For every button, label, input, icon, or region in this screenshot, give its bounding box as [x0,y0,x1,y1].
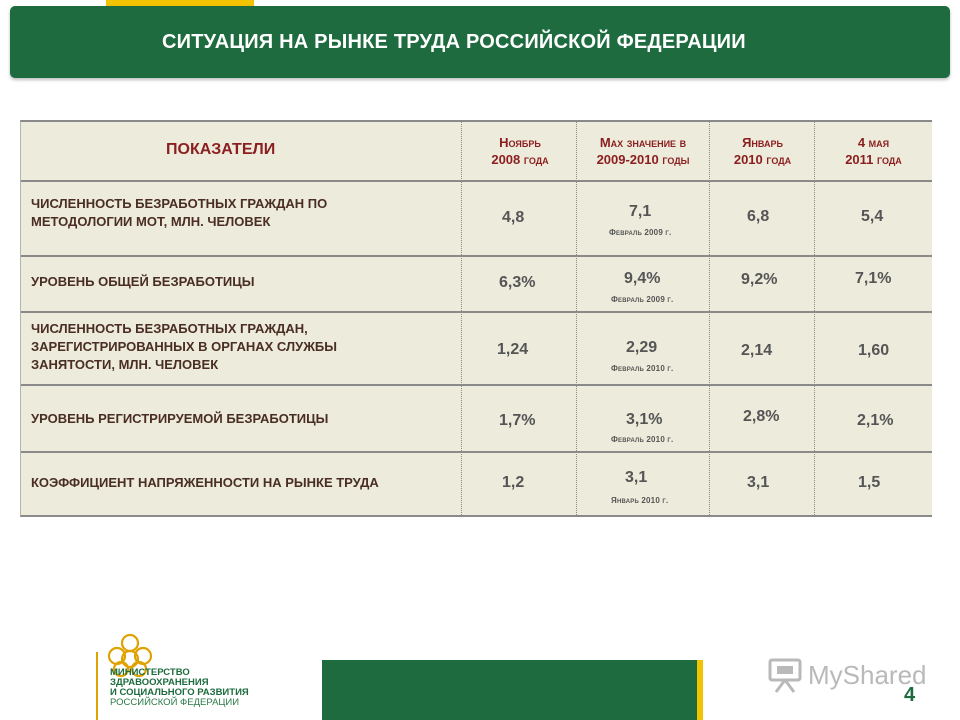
row-label-general-unemployment [31,273,254,291]
cell-max-note: Февраль 2009 г. [611,295,674,304]
column-header-may2011 [816,134,931,168]
cell-max: 2,29 [626,339,658,356]
column-header-line: Ноябрь [499,135,541,150]
row-label-line: МЕТОДОЛОГИИ МОТ, МЛН. ЧЕЛОВЕК [31,214,271,229]
cell-jan2010: 6,8 [747,208,770,225]
header-bar [10,6,950,78]
row-label-line: КОЭФФИЦИЕНТ НАПРЯЖЕННОСТИ НА РЫНКЕ ТРУДА [31,475,379,490]
row-divider [21,255,932,257]
cell-nov2008: 6,3% [499,274,536,291]
cell-max: 3,1% [626,411,663,428]
cell-max-note: Февраль 2010 г. [611,435,674,444]
cell-nov2008: 1,24 [497,341,529,358]
cell-may2011: 7,1% [855,270,892,287]
watermark-text: MyShared [808,660,927,690]
footer-bar [322,660,697,720]
row-divider [21,384,932,386]
column-header-line: 2009-2010 годы [596,152,690,167]
column-header-line: 2011 года [845,152,902,167]
page-title: СИТУАЦИЯ НА РЫНКЕ ТРУДА РОССИЙСКОЙ ФЕДЕРАЦИИ [162,31,746,53]
cell-max: 7,1 [629,203,652,220]
cell-max-note: Февраль 2009 г. [609,228,672,237]
column-header-indicators: ПОКАЗАТЕЛИ [166,141,276,158]
logo-line: И СОЦИАЛЬНОГО РАЗВИТИЯ [110,687,249,698]
cell-nov2008: 1,7% [499,412,536,429]
cell-max: 3,1 [625,469,648,486]
logo-line: МИНИСТЕРСТВО [110,667,190,678]
logo-divider [96,652,98,720]
page-number: 4 [904,684,916,706]
row-label-line: ЗАНЯТОСТИ, МЛН. ЧЕЛОВЕК [31,357,219,372]
cell-jan2010: 3,1 [747,474,770,491]
cell-may2011: 2,1% [857,412,894,429]
cell-jan2010: 2,14 [741,342,773,359]
column-header-jan2010 [711,134,814,168]
column-header-line: 2010 года [733,152,792,167]
labor-market-table [20,120,932,517]
ministry-logo-text [110,668,310,708]
cell-max: 9,4% [624,270,661,287]
column-header-nov2008 [465,134,575,168]
row-label-registered-unemployed [31,320,337,374]
column-header-line: 2008 года [491,152,549,167]
cell-jan2010: 2,8% [743,408,780,425]
cell-nov2008: 4,8 [502,209,525,226]
row-label-tension-coefficient [31,474,379,492]
logo-line: РОССИЙСКОЙ ФЕДЕРАЦИИ [110,697,240,708]
cell-jan2010: 9,2% [741,271,778,288]
row-label-line: ЗАРЕГИСТРИРОВАННЫХ В ОРГАНАХ СЛУЖБЫ [31,339,338,354]
row-label-line: ЧИСЛЕННОСТЬ БЕЗРАБОТНЫХ ГРАЖДАН, [31,321,308,336]
presentation-icon [768,658,802,694]
cell-may2011: 5,4 [861,208,884,225]
row-label-registered-unemployment-rate [31,410,328,428]
column-header-line: Мах значение в [599,135,687,150]
column-header-max [577,134,709,168]
cell-nov2008: 1,2 [502,474,525,491]
cell-may2011: 1,60 [858,342,890,359]
cell-may2011: 1,5 [858,474,881,491]
logo-line: ЗДРАВООХРАНЕНИЯ [110,677,209,688]
row-label-unemployed-ilo [31,195,327,231]
footer-accent-stripe [697,660,703,720]
cell-max-note: Февраль 2010 г. [611,364,674,373]
row-label-line: УРОВЕНЬ РЕГИСТРИРУЕМОЙ БЕЗРАБОТИЦЫ [31,411,329,426]
row-divider [21,451,932,453]
row-label-line: ЧИСЛЕННОСТЬ БЕЗРАБОТНЫХ ГРАЖДАН ПО [31,196,328,211]
column-header-line: Январь [742,135,783,150]
column-header-line: 4 мая [857,135,890,150]
row-label-line: УРОВЕНЬ ОБЩЕЙ БЕЗРАБОТИЦЫ [31,274,255,289]
row-divider [21,180,932,182]
row-divider [21,311,932,313]
cell-max-note: Январь 2010 г. [611,496,669,505]
